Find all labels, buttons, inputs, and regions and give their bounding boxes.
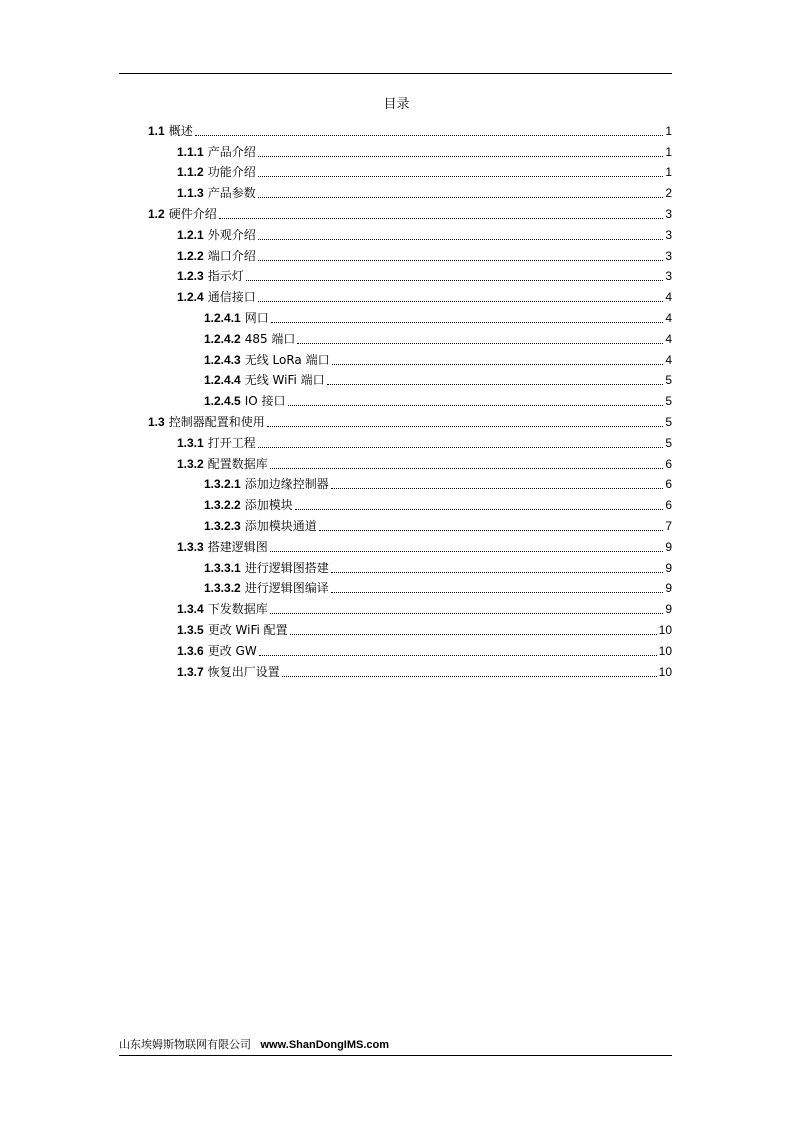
toc-entry-number: 1.3.3.2 (204, 581, 241, 596)
toc-dot-leader (258, 239, 664, 240)
toc-entry[interactable] (204, 472, 672, 493)
toc-entry-label: 下发数据库 (207, 602, 268, 617)
toc-entry-label: 硬件介绍 (168, 206, 217, 221)
toc-entry[interactable] (177, 534, 672, 555)
toc-entry[interactable] (204, 555, 672, 576)
toc-entry-page: 6 (665, 477, 672, 492)
toc-entry-label: 添加模块通道 (244, 518, 317, 533)
toc-dot-leader (270, 468, 664, 469)
toc-entry-label: 更改 GW (207, 643, 257, 658)
toc-entry-number: 1.2 (148, 206, 165, 221)
toc-entry-number: 1.3.7 (177, 664, 204, 679)
toc-entry-number: 1.2.3 (177, 269, 204, 284)
toc-entry[interactable] (177, 160, 672, 181)
toc-entry-page: 9 (665, 560, 672, 575)
toc-entry-label: 搭建逻辑图 (207, 539, 268, 554)
toc-entry-label: IO 接口 (244, 394, 286, 409)
toc-dot-leader (290, 634, 657, 635)
toc-dot-leader (270, 613, 664, 614)
toc-entry-label: 功能介绍 (207, 165, 256, 180)
toc-entry-label: 外观介绍 (207, 227, 256, 242)
toc-entry-number: 1.2.4.1 (204, 310, 241, 325)
toc-entry-label: 无线 WiFi 端口 (244, 373, 325, 388)
toc-entry-number: 1.3.2 (177, 456, 204, 471)
toc-entry-page: 1 (665, 165, 672, 180)
toc-entry-page: 9 (665, 581, 672, 596)
toc-entry-label: 添加模块 (244, 498, 293, 513)
toc-entry-page: 1 (665, 123, 672, 138)
footer-company: 山东埃姆斯物联网有限公司 (119, 1038, 251, 1051)
toc-entry-number: 1.3.2.3 (204, 518, 241, 533)
toc-dot-leader (331, 592, 664, 593)
toc-entry-page: 5 (665, 414, 672, 429)
toc-entry-page: 2 (665, 186, 672, 201)
toc-dot-leader (327, 384, 664, 385)
toc-dot-leader (270, 551, 664, 552)
toc-entry[interactable] (204, 388, 672, 409)
toc-dot-leader (246, 280, 664, 281)
toc-entry-page: 3 (665, 269, 672, 284)
toc-dot-leader (258, 260, 664, 261)
toc-entry-number: 1.1.3 (177, 186, 204, 201)
toc-entry-page: 1 (665, 144, 672, 159)
toc-dot-leader (282, 676, 657, 677)
toc-entry-label: 概述 (168, 123, 193, 138)
toc-entry-page: 9 (665, 539, 672, 554)
toc-entry-number: 1.3.2.2 (204, 498, 241, 513)
toc-entry-page: 4 (665, 331, 672, 346)
toc-dot-leader (319, 530, 664, 531)
toc-entry-page: 6 (665, 456, 672, 471)
toc-entry-number: 1.1 (148, 123, 165, 138)
toc-dot-leader (195, 135, 664, 136)
toc-dot-leader (258, 301, 664, 302)
toc-entry-page: 6 (665, 498, 672, 513)
toc-entry-number: 1.2.1 (177, 227, 204, 242)
toc-entry[interactable] (177, 638, 672, 659)
toc-entry-page: 5 (665, 394, 672, 409)
toc-entry-label: 恢复出厂设置 (207, 664, 280, 679)
toc-entry[interactable] (204, 576, 672, 597)
toc-entry-label: 进行逻辑图搭建 (244, 560, 329, 575)
footer (119, 1038, 389, 1052)
toc-entry-number: 1.3 (148, 414, 165, 429)
toc-entry-number: 1.2.4 (177, 290, 204, 305)
toc-entry-page: 3 (665, 248, 672, 263)
toc-entry-page: 9 (665, 602, 672, 617)
toc-dot-leader (332, 364, 664, 365)
toc-entry-label: 添加边缘控制器 (244, 477, 329, 492)
toc-entry-page: 5 (665, 435, 672, 450)
toc-entry-label: 产品参数 (207, 186, 256, 201)
toc-entry[interactable] (204, 347, 672, 368)
toc-dot-leader (258, 447, 664, 448)
header-rule (119, 73, 672, 74)
toc-entry-number: 1.2.4.2 (204, 331, 241, 346)
toc-entry-number: 1.3.2.1 (204, 477, 241, 492)
toc-entry[interactable] (204, 368, 672, 389)
toc-dot-leader (258, 197, 664, 198)
toc-entry[interactable] (177, 139, 672, 160)
toc-entry-page: 5 (665, 373, 672, 388)
toc-entry[interactable] (177, 430, 672, 451)
toc-entry-page: 3 (665, 227, 672, 242)
toc-entry[interactable] (177, 180, 672, 201)
toc-entry[interactable] (204, 492, 672, 513)
toc-entry[interactable] (177, 284, 672, 305)
toc-entry-number: 1.3.6 (177, 643, 204, 658)
toc-entry[interactable] (177, 596, 672, 617)
toc-entry-label: 进行逻辑图编译 (244, 581, 329, 596)
toc-entry-number: 1.1.2 (177, 165, 204, 180)
toc-dot-leader (258, 156, 664, 157)
toc-entry[interactable] (148, 201, 672, 222)
toc-dot-leader (297, 343, 663, 344)
toc-entry-label: 指示灯 (207, 269, 244, 284)
table-of-contents (0, 118, 793, 678)
toc-entry[interactable] (204, 326, 672, 347)
toc-entry-page: 10 (658, 622, 672, 637)
footer-url[interactable]: www.ShanDongIMS.com (260, 1039, 390, 1051)
toc-entry-number: 1.2.4.3 (204, 352, 241, 367)
toc-dot-leader (258, 176, 664, 177)
footer-rule (119, 1055, 672, 1056)
toc-dot-leader (331, 572, 664, 573)
toc-entry[interactable] (177, 264, 672, 285)
toc-dot-leader (267, 426, 664, 427)
toc-entry-number: 1.3.3 (177, 539, 204, 554)
toc-entry-page: 10 (658, 664, 672, 679)
toc-dot-leader (331, 488, 664, 489)
toc-entry-number: 1.3.5 (177, 622, 204, 637)
toc-entry-number: 1.3.4 (177, 602, 204, 617)
toc-title: 目录 (383, 97, 410, 112)
toc-entry[interactable] (177, 617, 672, 638)
toc-entry[interactable] (177, 451, 672, 472)
toc-dot-leader (219, 218, 664, 219)
toc-entry-label: 产品介绍 (207, 144, 256, 159)
toc-entry-number: 1.3.1 (177, 435, 204, 450)
toc-entry[interactable] (204, 305, 672, 326)
toc-entry-page: 4 (665, 352, 672, 367)
toc-entry-page: 4 (665, 290, 672, 305)
toc-entry-label: 更改 WiFi 配置 (207, 622, 288, 637)
toc-entry[interactable] (148, 409, 672, 430)
toc-entry[interactable] (148, 118, 672, 139)
toc-entry-label: 485 端口 (244, 331, 296, 346)
toc-entry-page: 7 (665, 518, 672, 533)
toc-entry[interactable] (204, 513, 672, 534)
toc-entry-label: 通信接口 (207, 290, 256, 305)
toc-entry[interactable] (177, 659, 672, 680)
toc-entry-number: 1.2.2 (177, 248, 204, 263)
toc-entry-number: 1.3.3.1 (204, 560, 241, 575)
toc-dot-leader (259, 655, 657, 656)
toc-entry-number: 1.2.4.5 (204, 394, 241, 409)
toc-entry-label: 配置数据库 (207, 456, 268, 471)
toc-entry[interactable] (177, 243, 672, 264)
toc-entry-number: 1.1.1 (177, 144, 204, 159)
toc-dot-leader (271, 322, 664, 323)
toc-dot-leader (295, 509, 664, 510)
toc-entry-label: 控制器配置和使用 (168, 414, 265, 429)
toc-entry[interactable] (177, 222, 672, 243)
toc-entry-label: 网口 (244, 310, 269, 325)
toc-entry-page: 4 (665, 310, 672, 325)
toc-entry-page: 10 (658, 643, 672, 658)
toc-entry-label: 无线 LoRa 端口 (244, 352, 330, 367)
toc-entry-label: 端口介绍 (207, 248, 256, 263)
toc-entry-label: 打开工程 (207, 435, 256, 450)
toc-entry-page: 3 (665, 206, 672, 221)
toc-dot-leader (288, 405, 664, 406)
toc-entry-number: 1.2.4.4 (204, 373, 241, 388)
